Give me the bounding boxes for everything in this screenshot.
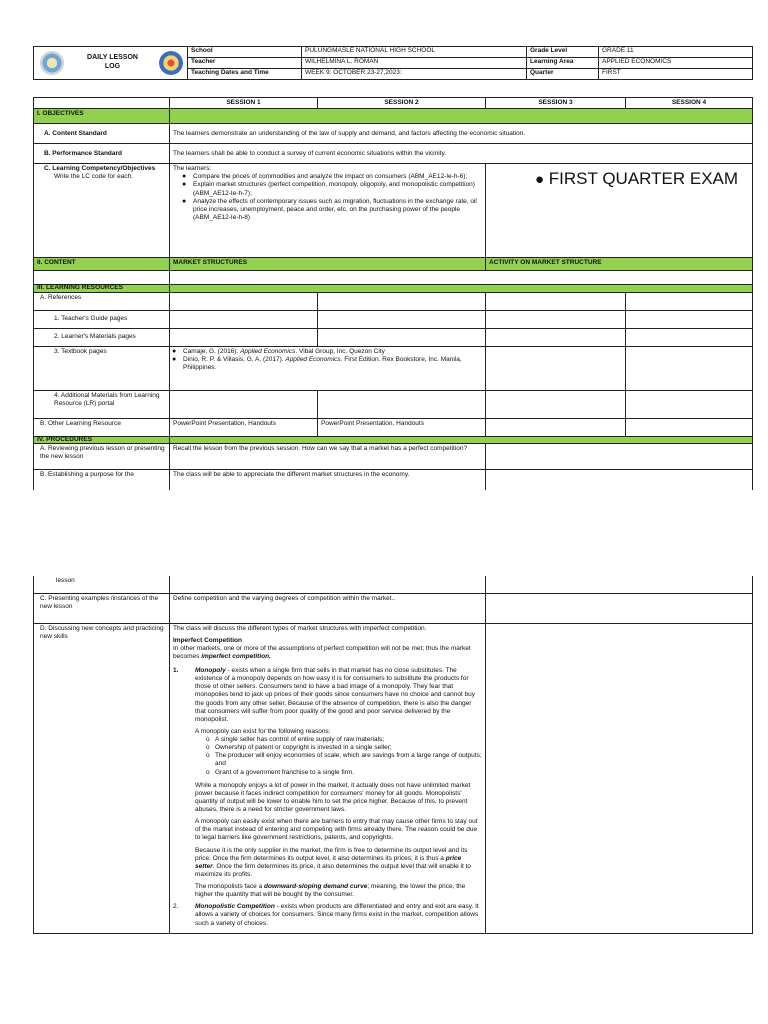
monopoly-block [173, 667, 482, 903]
monopolistic-number: 2. [173, 903, 179, 911]
textbook-ref: ● Dinio, R. P. & Villasis, G. A. (2017). Applied Economics. First Edition. Rex Bookstore, Inc. Manila, Philippines. [183, 356, 482, 372]
tg-s2 [318, 310, 486, 328]
learning-area-value: APPLIED ECONOMICS [599, 58, 753, 69]
lm-s3 [486, 328, 626, 346]
competency-item: ● Analyze the effects of contemporary issues such as migration, fluctuations in the exchange rate, oil price increases, unemployment, peace and order, etc. on the purchasing power of the people (ABM_AE12-Ie-h-8) [193, 198, 482, 222]
other-resource-label: B. Other Learning Resource [34, 418, 170, 436]
session-1-header: SESSION 1 [170, 98, 318, 109]
page-2 [0, 576, 768, 1024]
monopoly-reason: o Grant of a government franchise to a single firm. [215, 769, 482, 777]
learning-area-label: Learning Area [527, 58, 599, 69]
references-s1 [170, 292, 318, 310]
school-seal-icon [159, 51, 183, 75]
references-s4 [626, 292, 753, 310]
additional-materials-label: 4. Additional Materials from Learning Resource (LR) portal [34, 390, 170, 418]
purpose-cont-s1 [170, 576, 486, 593]
purpose-s3 [486, 470, 753, 490]
discussing-intro: The class will discuss the different types of market structures with imperfect competition. [173, 624, 427, 632]
monopoly-paragraph: The monopolists face a downward-sloping demand curve; meaning, the lower the price, the higher the quantity that will be bought by the consumer. [195, 883, 466, 899]
resources-heading: III. LEARNING RESOURCES [34, 285, 170, 293]
reviewing-s3 [486, 444, 753, 470]
monopoly-paragraph: A monopoly can easily exist when there are barriers to entry that may cause other firms to stay out of the market instead of entering and competing with firms already there. The reason could be due to legal barriers like government restrictions, patents, and copyrights. [195, 818, 478, 842]
reviewing-text: Recall the lesson from the previous session. How can we say that a market has a perfect competition? [170, 444, 486, 470]
purpose-text: The class will be able to appreciate the different market structures in the economy. [170, 470, 486, 490]
school-value: PULUNGMASLE NATIONAL HIGH SCHOOL [302, 47, 527, 58]
quarter-label: Quarter [527, 69, 599, 80]
tg-s1 [170, 310, 318, 328]
references-s3 [486, 292, 626, 310]
session-3-header: SESSION 3 [486, 98, 626, 109]
teaching-dates-value: WEEK 9: OCTOBER 23-27,2023: [302, 69, 527, 80]
discussing-cell [170, 623, 486, 933]
content-standard-text: The learners demonstrate an understanding of the law of supply and demand, and factors affecting the economic situation. [170, 124, 753, 144]
objectives-heading-fill [170, 109, 753, 124]
monopoly-reason: o A single seller has control of entire supply of raw materials; [215, 736, 482, 744]
tb-s4 [626, 346, 753, 390]
tb-s3 [486, 346, 626, 390]
monopoly-reason: o The producer will enjoy economies of scale, which are savings from a large range of outputs; and [215, 752, 482, 768]
textbook-cell [170, 346, 486, 390]
deped-logo-cell [34, 47, 70, 80]
grade-level-value: GRADE 11 [599, 47, 753, 58]
tg-s4 [626, 310, 753, 328]
monopolistic-block [173, 903, 482, 931]
other-resource-s2: PowerPoint Presentation, Handouts [318, 418, 486, 436]
resources-heading-fill [170, 285, 753, 293]
reviewing-label: A. Reviewing previous lesson or presenting the new lesson [34, 444, 170, 470]
monopoly-reasons-intro: A monopoly can exist for the following reasons: [195, 727, 331, 735]
competency-note: Write the LC code for each. [54, 173, 134, 181]
competency-item: ● Explain market structures (perfect competition, monopoly, oligopoly, and monopolistic competition) (ABM_AE12-Ie-h-7); [193, 181, 482, 197]
lm-s1 [170, 328, 318, 346]
textbook-label: 3. Textbook pages [34, 346, 170, 390]
lesson-table-continued [33, 576, 753, 934]
content-standard-label: A. Content Standard [34, 124, 170, 144]
deped-logo-icon [40, 51, 64, 75]
other-s4 [626, 418, 753, 436]
tg-s3 [486, 310, 626, 328]
lm-s2 [318, 328, 486, 346]
objectives-heading: I. OBJECTIVES [34, 109, 170, 124]
teacher-label: Teacher [188, 58, 302, 69]
other-resource-s1: PowerPoint Presentation, Handouts [170, 418, 318, 436]
session-4-header: SESSION 4 [626, 98, 753, 109]
exam-text: ● FIRST QUARTER EXAM [535, 169, 739, 189]
monopoly-reason: o Ownership of patent or copyright is invested in a single seller; [215, 744, 482, 752]
spacer-cell [34, 271, 170, 285]
competency-label-cell [34, 164, 170, 258]
spacer-fill [170, 271, 753, 285]
lr-s4 [626, 390, 753, 418]
content-heading: II. CONTENT [34, 258, 170, 271]
lr-s3 [486, 390, 626, 418]
school-label: School [188, 47, 302, 58]
content-session-1: MARKET STRUCTURES [170, 258, 486, 271]
textbook-ref: ● Camaje, G. (2016). Applied Economics. Vibal Group, Inc. Quezon City [183, 348, 482, 356]
teachers-guide-label: 1. Teacher's Guide pages [34, 310, 170, 328]
monopoly-paragraph: While a monopoly enjoys a lot of power in the market, it actually does not have unlimited market power because it faces indirect competition for consumers' money for all goods. Monopolists' quantity of output will be lower to enable him to set the price higher. Because of this, to prevent abuses, there is a need for stricter government laws. [195, 781, 471, 813]
examples-s3 [486, 593, 753, 623]
procedures-heading-fill [170, 436, 753, 444]
competency-intro: The learners: [173, 165, 212, 173]
discussing-s3 [486, 623, 753, 933]
monopoly-number: 1. [173, 667, 179, 674]
seal-logo-cell [156, 47, 188, 80]
exam-cell [486, 164, 753, 258]
procedures-heading: IV. PROCEDURES [34, 436, 170, 444]
discussing-label: D. Discussing new concepts and practicing new skills [34, 623, 170, 933]
teaching-dates-label: Teaching Dates and Time [188, 69, 302, 80]
monopoly-paragraph: Because it is the only supplier in the market, the firm is free to determine its output level and its price. Once the firm determines its output level, it also determines its prices; it is thus a price setter. Once the firm determines its price, it also determines the output level that will enable it to maximize its profits. [195, 846, 472, 878]
other-s3 [486, 418, 626, 436]
session-2-header: SESSION 2 [318, 98, 486, 109]
grade-level-label: Grade Level [527, 47, 599, 58]
performance-standard-label: B. Performance Standard [34, 144, 170, 164]
references-s2 [318, 292, 486, 310]
learners-materials-label: 2. Learner's Materials pages [34, 328, 170, 346]
examples-text: Define competition and the varying degrees of competition within the market.. [170, 593, 486, 623]
purpose-cont-s3 [486, 576, 753, 593]
purpose-label: B. Establishing a purpose for the [34, 470, 170, 490]
monopoly-definition: Monopoly - exists when a single firm that sells in that market has no close substitutes. The existence of a monopoly depends on how easy it is for consumers to substitute the products for those of other sellers. Consumers tend to have a bad image of a monopoly. They fear that monopolies tend to jack up prices of their goods since consumers have no choice and cannot buy the goods from any other seller. Because of the absence of competition, there is also the danger that consumers will suffer from poor quality of the good and poor service delivered by the monopolist. [195, 667, 476, 723]
quarter-value: FIRST [599, 69, 753, 80]
examples-label: C. Presenting examples /instances of the new lesson [34, 593, 170, 623]
monopolistic-definition: Monopolistic Competition - exists when products are differentiated and entry and exit are easy. It allows a variety of choices for consumers. Since many firms exist in the market, competition allows such a variety of choices. [195, 903, 479, 927]
lr-s1 [170, 390, 318, 418]
lr-s2 [318, 390, 486, 418]
doc-title-line1: DAILY LESSON [87, 54, 138, 62]
competency-item: ● Compare the prices of commodities and analyze the impact on consumers (ABM_AE12-Ie-h-6); [193, 173, 482, 181]
competency-label: C. Learning Competency/Objectives [44, 165, 156, 173]
lm-s4 [626, 328, 753, 346]
references-label: A. References [34, 292, 170, 310]
doc-title-line2: LOG [104, 63, 121, 70]
competency-cell [170, 164, 486, 258]
imperfect-competition-title: Imperfect Competition [173, 636, 242, 644]
imperfect-competition-text: In other markets, one or more of the assumptions of perfect competition will not be met; thus the market becomes imperfect competition. [173, 644, 471, 660]
corner-cell [34, 98, 170, 109]
page-gap [0, 548, 768, 576]
header-table [33, 46, 753, 80]
lesson-table [33, 97, 753, 490]
content-session-3: ACTIVITY ON MARKET STRUCTURE [486, 258, 753, 271]
teacher-value: WILHELMINA L. ROMAN [302, 58, 527, 69]
purpose-label-cont: lesson [34, 576, 170, 593]
performance-standard-text: The learners shall be able to conduct a survey of current economic situations within the vicinity. [170, 144, 753, 164]
doc-title [70, 47, 156, 80]
